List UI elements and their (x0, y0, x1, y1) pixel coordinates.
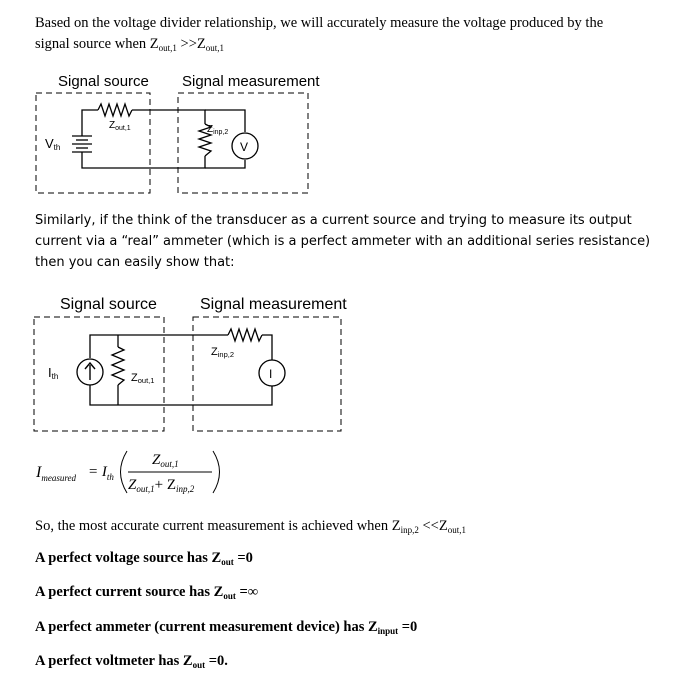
middle-line-2: current via a “real” ammeter (which is a perfect ammeter with an additional series resistance) (35, 234, 651, 249)
current-divider-equation (30, 447, 250, 507)
eq-left-paren (121, 451, 128, 493)
fact-sub: out (223, 591, 236, 601)
intro-line-2-text: signal source when Z (35, 36, 159, 52)
c1-wires (82, 104, 245, 168)
fact-value: =0 (233, 550, 253, 566)
eq-lhs: $I_{measured}$ (36, 464, 76, 483)
fact-value: =0 (398, 619, 418, 635)
intro-paragraph (35, 13, 675, 59)
fact-voltage-source (35, 550, 253, 567)
conclusion-line (35, 516, 466, 541)
eq-ith: = $I_{th}$ (88, 464, 114, 482)
eq-denominator: $Z_{out,1}+ Z_{inp,2}$ (128, 477, 195, 494)
fact-sub: out (221, 557, 234, 567)
conclusion-sub-2: out,1 (447, 525, 466, 535)
c1-vth-label: Vth (45, 136, 61, 152)
c1-measurement-label: Signal measurement (182, 73, 320, 90)
current-measurement-circuit (0, 285, 694, 440)
fact-text: A perfect ammeter (current measurement device) has Z (35, 619, 378, 635)
c1-source-label: Signal source (58, 73, 149, 90)
c2-source-label: Signal source (60, 296, 157, 313)
fact-ammeter (35, 619, 417, 636)
voltage-divider-circuit (0, 60, 694, 200)
c2-zout-label: Zout,1 (131, 372, 155, 385)
c1-zout-label: $Z_{out,1}$ (109, 120, 131, 132)
middle-line-3: then you can easily show that: (35, 255, 235, 270)
conclusion-text: So, the most accurate current measurement is achieved when Z (35, 518, 401, 534)
c1-battery-icon (72, 136, 92, 152)
c2-measurement-label: Signal measurement (200, 296, 347, 313)
middle-paragraph (35, 210, 675, 273)
eq-right-paren (213, 451, 220, 493)
fact-text: A perfect current source has Z (35, 584, 224, 600)
intro-line-2 (35, 34, 675, 59)
conclusion-sub-1: inp,2 (400, 525, 419, 535)
c1-zinp-label: $Z_{inp,2}$ (207, 124, 229, 136)
intro-sub-1: out,1 (158, 43, 177, 53)
conclusion-text-b: <<Z (418, 518, 448, 534)
fact-text: A perfect voltage source has Z (35, 550, 222, 566)
c2-wires (90, 329, 272, 405)
fact-value: =0. (205, 653, 228, 669)
fact-sub: out (192, 660, 206, 670)
c2-ammeter-label: I (269, 367, 273, 381)
eq-numerator: $Z_{out,1}$ (152, 452, 179, 469)
fact-sub: input (377, 626, 399, 636)
intro-line-2-text-b: >>Z (176, 36, 206, 52)
c1-voltmeter-label: V (240, 140, 249, 154)
fact-text: A perfect voltmeter has Z (35, 653, 193, 669)
c2-ith-label: Ith (48, 365, 59, 381)
intro-line-1: Based on the voltage divider relationship, we will accurately measure the voltage produced by the (35, 15, 604, 31)
fact-voltmeter (35, 653, 228, 670)
middle-line-1: Similarly, if the think of the transducer as a current source and trying to measure its output (35, 213, 632, 228)
intro-sub-2: out,1 (205, 43, 224, 53)
fact-value: =∞ (235, 584, 259, 600)
fact-current-source (35, 584, 258, 601)
c2-zinp-label: Zinp,2 (211, 346, 234, 359)
